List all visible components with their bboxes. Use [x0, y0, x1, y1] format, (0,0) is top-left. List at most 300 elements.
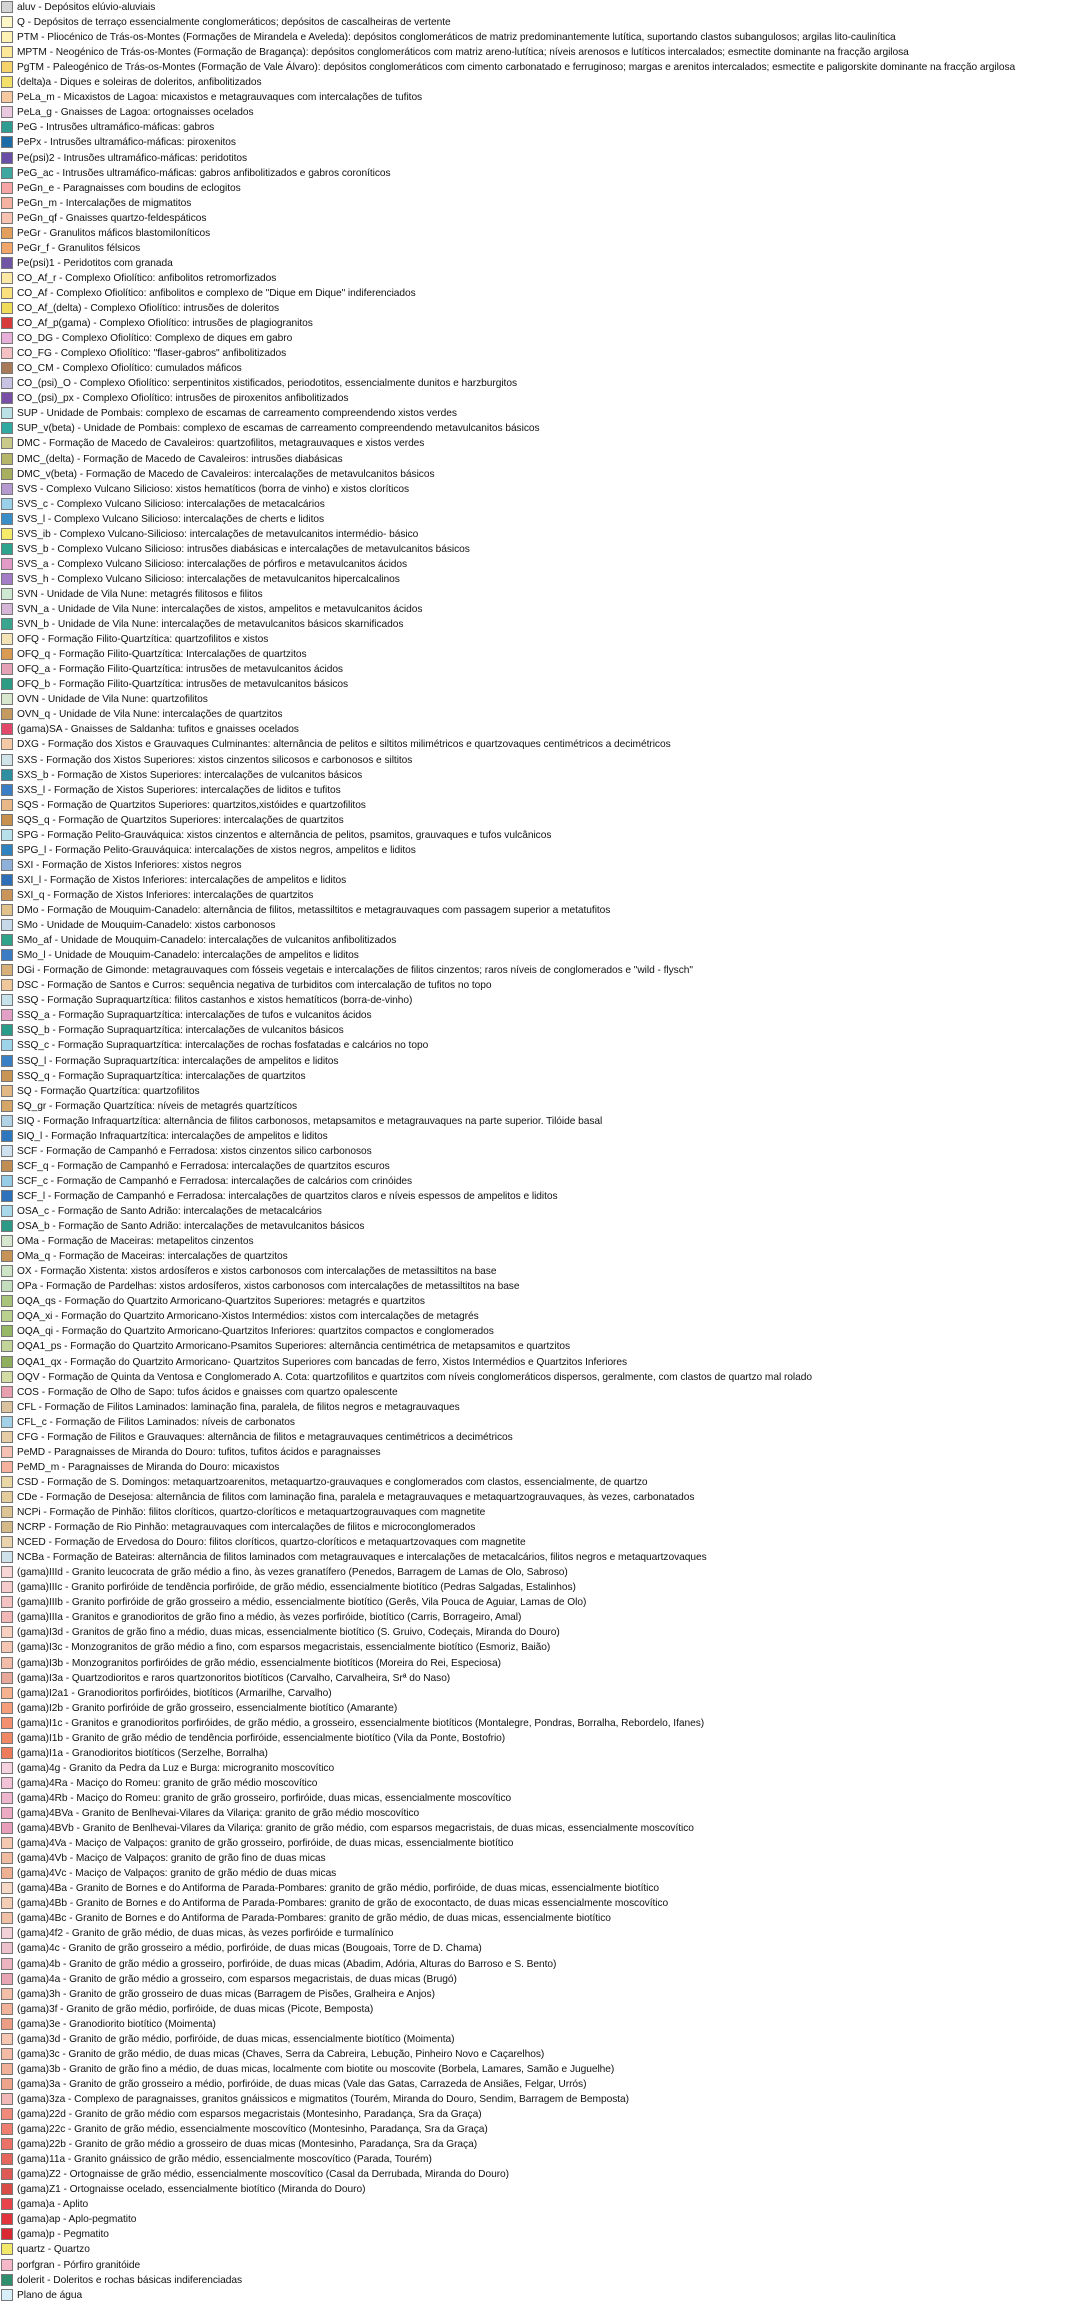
legend-label: (gama)I1a - Granodioritos biotíticos (Serzelhe, Borralha)	[17, 1747, 268, 1759]
legend-swatch	[1, 136, 13, 148]
legend-swatch	[1, 453, 13, 465]
legend-item	[0, 1189, 1085, 1204]
legend-label: CFL - Formação de Filitos Laminados: laminação fina, paralela, de filitos negros e metagrauvaques	[17, 1401, 460, 1413]
legend-swatch	[1, 1431, 13, 1443]
legend-swatch	[1, 167, 13, 179]
legend-item	[0, 512, 1085, 527]
legend-swatch	[1, 287, 13, 299]
legend-label: (gama)IIIb - Granito porfiróide de grão grosseiro a médio, essencialmente biotítico (Gerês, Vila Pouca de Aguiar, Lamas de Olo)	[17, 1597, 587, 1609]
legend-label: (gama)4Rb - Maciço do Romeu: granito de grão grosseiro, porfiróide, duas micas, essencialmente moscovítico	[17, 1792, 512, 1804]
legend-item	[0, 166, 1085, 181]
legend-swatch	[1, 663, 13, 675]
legend-label: (gama)11a - Granito gnáissico de grão médio, essencialmente moscovítico (Parada, Tourém)	[17, 2154, 432, 2166]
legend-swatch	[1, 347, 13, 359]
legend-swatch	[1, 603, 13, 615]
legend-swatch	[1, 1988, 13, 2000]
legend-label: (gama)I3a - Quartzodioritos e raros quartzonoritos biotíticos (Carvalho, Carvalheira, Srª do Naso)	[17, 1672, 451, 1684]
legend-item	[0, 2032, 1085, 2047]
legend-label: NCPi - Formação de Pinhão: filitos cloríticos, quartzo-cloríticos e metaquartzograuvaques com magnetite	[17, 1507, 486, 1518]
legend-label: porfgran - Pórfiro granitóide	[17, 2259, 141, 2271]
legend-item	[0, 1535, 1085, 1550]
legend-item	[0, 918, 1085, 933]
legend-label: PeGn_m - Intercalações de migmatitos	[17, 197, 192, 209]
legend-label: (delta)a - Diques e soleiras de doleritos, anfibolitizados	[17, 77, 262, 89]
legend-label: SVN - Unidade de Vila Nune: metagrés filitosos e filitos	[17, 588, 263, 600]
legend-label: SXI_l - Formação de Xistos Inferiores: intercalações de ampelitos e liditos	[17, 874, 347, 886]
legend-swatch	[1, 437, 13, 449]
legend-label: PeG_ac - Intrusões ultramáfico-máficas: gabros anfibolitizados e gabros coroníticos	[17, 167, 391, 179]
legend-swatch	[1, 272, 13, 284]
legend-swatch	[1, 1055, 13, 1067]
legend-item	[0, 753, 1085, 768]
legend-label: CO_Af - Complexo Ofiolítico: anfibolitos e complexo de "Dique em Dique" indiferenciados	[17, 287, 416, 299]
legend-label: OVN_q - Unidade de Vila Nune: intercalações de quartzitos	[17, 709, 283, 721]
legend-item	[0, 1806, 1085, 1821]
legend-item	[0, 2197, 1085, 2212]
legend-label: (gama)4a - Granito de grão médio a grosseiro, com esparsos megacristais, de duas micas (Brugó)	[17, 1973, 457, 1985]
legend-item	[0, 858, 1085, 873]
legend-item	[0, 1686, 1085, 1701]
legend-swatch	[1, 1250, 13, 1262]
legend-label: aluv - Depósitos elúvio-aluviais	[17, 2, 156, 13]
legend-label: SVS - Complexo Vulcano Silicioso: xistos hematíticos (borra de vinho) e xistos cloríticos	[17, 483, 410, 495]
legend-label: SXS_b - Formação de Xistos Superiores: intercalações de vulcanitos básicos	[17, 769, 363, 781]
legend-label: OQV - Formação de Quinta da Ventosa e Conglomerado A. Cota: quartzofilitos e quartzitos com níveis conglomeráticos dispersos, geralmente, com clastos de quartzo mal rolado	[17, 1371, 812, 1383]
legend-item	[0, 1972, 1085, 1987]
legend-swatch	[1, 2048, 13, 2060]
legend-label: (gama)4BVb - Granito de Benlhevai-Vilares da Vilariça: granito de grão médio, com esparsos megacristais, de duas micas, essencialmente moscovítico	[17, 1823, 694, 1835]
legend-label: SSQ_b - Formação Supraquartzítica: intercalações de vulcanitos básicos	[17, 1025, 344, 1037]
legend-item	[0, 1866, 1085, 1881]
legend-label: SSQ_c - Formação Supraquartzítica: intercalações de rochas fosfatadas e calcários no topo	[17, 1040, 429, 1052]
legend-swatch	[1, 407, 13, 419]
legend-item	[0, 181, 1085, 196]
legend-swatch	[1, 1100, 13, 1112]
legend-label: SQS_q - Formação de Quartzitos Superiores: intercalações de quartzitos	[17, 814, 344, 826]
legend-item	[0, 1716, 1085, 1731]
legend-swatch	[1, 1942, 13, 1954]
legend-item	[0, 1309, 1085, 1324]
legend-label: (gama)4c - Granito de grão grosseiro a médio, porfiróide, de duas micas (Bougoais, Torre de D. Chama)	[17, 1943, 482, 1955]
legend-label: OQA1_qx - Formação do Quartzito Armoricano- Quartzitos Superiores com bancadas de ferro, Xistos Intermédios e Quartzitos Inferiores	[17, 1356, 628, 1368]
legend-label: OFQ_q - Formação Filito-Quartzítica: Intercalações de quartzitos	[17, 649, 307, 661]
legend-label: SVS_l - Complexo Vulcano Silicioso: intercalações de cherts e liditos	[17, 513, 325, 525]
legend-swatch	[1, 1325, 13, 1337]
legend-item	[0, 316, 1085, 331]
legend-label: (gama)22d - Granito de grão médio com esparsos megacristais (Montesinho, Paradança, Sra da Graça)	[17, 2109, 482, 2120]
legend-item	[0, 286, 1085, 301]
legend-label: PgTM - Paleogénico de Trás-os-Montes (Formação de Vale Álvaro): depósitos conglomeráticos com cimento carbonatado e ferruginoso; margas e arenitos intercalados; esmectite e paligorskite dominante na fracção argilosa	[17, 62, 1016, 74]
legend-swatch	[1, 1837, 13, 1849]
legend-item	[0, 2227, 1085, 2242]
legend-label: CFL_c - Formação de Filitos Laminados: níveis de carbonatos	[17, 1416, 295, 1428]
legend-item	[0, 662, 1085, 677]
legend-swatch	[1, 769, 13, 781]
legend-swatch	[1, 949, 13, 961]
legend-label: OFQ_b - Formação Filito-Quartzítica: intrusões de metavulcanitos básicos	[17, 679, 349, 691]
legend-swatch	[1, 468, 13, 480]
legend-item	[0, 1911, 1085, 1926]
legend-swatch	[1, 1085, 13, 1097]
legend-label: (gama)a - Aplito	[17, 2199, 89, 2211]
legend-item	[0, 933, 1085, 948]
legend-item	[0, 1324, 1085, 1339]
legend-item	[0, 135, 1085, 150]
legend-swatch	[1, 1235, 13, 1247]
legend-label: SCF_c - Formação de Campanhó e Ferradosa: intercalações de calcários com crinóides	[17, 1175, 413, 1187]
legend-swatch	[1, 1762, 13, 1774]
legend-swatch	[1, 1220, 13, 1232]
legend-item	[0, 707, 1085, 722]
legend-swatch	[1, 1039, 13, 1051]
legend-item	[0, 2152, 1085, 2167]
legend-item	[0, 1791, 1085, 1806]
legend-label: DMC_(delta) - Formação de Macedo de Cavaleiros: intrusões diabásicas	[17, 453, 343, 465]
legend-item	[0, 1640, 1085, 1655]
legend-swatch	[1, 1356, 13, 1368]
legend-item	[0, 105, 1085, 120]
legend-label: OQA_qi - Formação do Quartzito Armoricano-Quartzitos Inferiores: quartzitos compactos e conglomerados	[17, 1326, 494, 1338]
legend-swatch	[1, 754, 13, 766]
legend-item	[0, 1174, 1085, 1189]
legend-label: SIQ - Formação Infraquartzítica: alternância de filitos carbonosos, metapsamitos e metagrauvaques na parte superior. Tilóide basal	[17, 1115, 603, 1127]
legend-item	[0, 15, 1085, 30]
legend-swatch	[1, 2108, 13, 2120]
legend-label: SUP - Unidade de Pombais: complexo de escamas de carreamento compreendendo xistos verdes	[17, 408, 457, 420]
legend-label: (gama)4Vc - Maciço de Valpaços: granito de grão médio de duas micas	[17, 1868, 337, 1880]
legend-label: (gama)4Va - Maciço de Valpaços: granito de grão grosseiro, porfiróide, de duas micas, essencialmente biotítico	[17, 1838, 514, 1850]
legend-label: (gama)3h - Granito de grão grosseiro de duas micas (Barragem de Pisões, Gralheira e Anjos)	[17, 1988, 435, 2000]
legend-swatch	[1, 392, 13, 404]
legend-swatch	[1, 573, 13, 585]
legend-label: CO_FG - Complexo Ofiolítico: "flaser-gabros" anfibolitizados	[17, 348, 287, 360]
legend-item	[0, 722, 1085, 737]
legend-item	[0, 1008, 1085, 1023]
legend-item	[0, 45, 1085, 60]
legend-item	[0, 1836, 1085, 1851]
legend-label: (gama)4Ba - Granito de Bornes e do Antiforma de Parada-Pombares: granito de grão médio, porfiróide, de duas micas, essencialmente biotítico	[17, 1883, 660, 1895]
legend-swatch	[1, 588, 13, 600]
legend-swatch	[1, 558, 13, 570]
legend-label: (gama)I3c - Monzogranitos de grão médio a fino, com esparsos megacristais, essencialmente biotítico (Esmoriz, Baião)	[17, 1642, 551, 1654]
legend-swatch	[1, 242, 13, 254]
legend-item	[0, 2122, 1085, 2137]
legend-swatch	[1, 1581, 13, 1593]
legend-item	[0, 1234, 1085, 1249]
legend-item	[0, 1941, 1085, 1956]
legend-swatch	[1, 784, 13, 796]
legend-label: OX - Formação Xistenta: xistos ardosíferos e xistos carbonosos com intercalações de metassiltitos na base	[17, 1266, 497, 1278]
legend-swatch	[1, 197, 13, 209]
legend-item	[0, 978, 1085, 993]
legend-swatch	[1, 2228, 13, 2240]
legend-swatch	[1, 2213, 13, 2225]
legend-item	[0, 527, 1085, 542]
legend-swatch	[1, 964, 13, 976]
legend-swatch	[1, 91, 13, 103]
legend-swatch	[1, 1807, 13, 1819]
legend-label: CO_(psi)_O - Complexo Ofiolítico: serpentinitos xistificados, periodotitos, essencialmente dunitos e harzburgitos	[17, 378, 517, 390]
legend-label: OMa - Formação de Maceiras: metapelitos cinzentos	[17, 1236, 254, 1248]
legend-swatch	[1, 1190, 13, 1202]
legend-label: SPG - Formação Pelito-Grauváquica: xistos cinzentos e alternância de pelitos, psamitos, grauvaques e tufos vulcânicos	[17, 829, 552, 841]
legend-item	[0, 1279, 1085, 1294]
legend-item	[0, 2002, 1085, 2017]
legend-swatch	[1, 61, 13, 73]
legend-swatch	[1, 1822, 13, 1834]
legend-swatch	[1, 904, 13, 916]
legend-label: (gama)IIIc - Granito porfiróide de tendência porfiróide, de grão médio, essencialmente biotítico (Pedras Salgadas, Estalinhos)	[17, 1582, 576, 1594]
legend-swatch	[1, 1702, 13, 1714]
legend-item	[0, 436, 1085, 451]
legend-label: (gama)p - Pegmatito	[17, 2229, 109, 2241]
legend-label: PeG - Intrusões ultramáfico-máficas: gabros	[17, 122, 215, 134]
legend-swatch	[1, 1792, 13, 1804]
legend-label: (gama)3e - Granodiorito biotítico (Moimenta)	[17, 2018, 216, 2030]
legend-swatch	[1, 708, 13, 720]
legend-item	[0, 331, 1085, 346]
legend-item	[0, 2137, 1085, 2152]
legend-item	[0, 602, 1085, 617]
legend-item	[0, 1520, 1085, 1535]
legend-item	[0, 1400, 1085, 1415]
legend-swatch	[1, 1927, 13, 1939]
legend-item	[0, 1701, 1085, 1716]
legend-swatch	[1, 1, 13, 13]
legend-item	[0, 1656, 1085, 1671]
legend-item	[0, 1957, 1085, 1972]
legend-item	[0, 1023, 1085, 1038]
legend-item	[0, 2258, 1085, 2273]
legend-item	[0, 2242, 1085, 2257]
legend-item	[0, 542, 1085, 557]
legend-label: (gama)22b - Granito de grão médio a grosseiro de duas micas (Montesinho, Paradança, Sra da Graça)	[17, 2139, 478, 2151]
legend-swatch	[1, 693, 13, 705]
legend-label: CSD - Formação de S. Domingos: metaquartzoarenitos, metaquartzo-grauvaques e conglomerados com clastos, essencialmente, de quartzo	[17, 1476, 648, 1488]
legend-swatch	[1, 934, 13, 946]
legend-item	[0, 572, 1085, 587]
legend-item	[0, 1038, 1085, 1053]
legend-label: COS - Formação de Olho de Sapo: tufos ácidos e gnaisses com quartzo opalescente	[17, 1386, 398, 1398]
legend-swatch	[1, 1566, 13, 1578]
legend-label: (gama)4g - Granito da Pedra da Luz e Burga: microgranito moscovítico	[17, 1762, 335, 1774]
legend-item	[0, 1445, 1085, 1460]
legend-label: PeMD_m - Paragnaisses de Miranda do Douro: micaxistos	[17, 1461, 280, 1473]
legend-item	[0, 301, 1085, 316]
legend-label: (gama)I2b - Granito porfiróide de grão grosseiro, essencialmente biotítico (Amarante)	[17, 1702, 398, 1714]
legend-swatch	[1, 844, 13, 856]
legend-item	[0, 557, 1085, 572]
legend-label: DMC_v(beta) - Formação de Macedo de Cavaleiros: intercalações de metavulcanitos básicos	[17, 468, 435, 480]
legend-label: CDe - Formação de Desejosa: alternância de filitos com laminação fina, paralela e metagrauvaques e metaquartzograuvaques, às vezes, carbonatados	[17, 1491, 695, 1503]
legend-swatch	[1, 513, 13, 525]
legend-label: (gama)IIIa - Granitos e granodioritos de grão fino a médio, às vezes porfiróide, biotítico (Carris, Borrageiro, Amal)	[17, 1612, 522, 1624]
legend-swatch	[1, 1280, 13, 1292]
legend-swatch	[1, 1295, 13, 1307]
legend-item	[0, 1069, 1085, 1084]
legend-label: OQA_qs - Formação do Quartzito Armoricano-Quartzitos Superiores: metagrés e quartzitos	[17, 1296, 425, 1308]
legend-item	[0, 1550, 1085, 1565]
legend-swatch	[1, 1310, 13, 1322]
legend-item	[0, 30, 1085, 45]
legend-swatch	[1, 723, 13, 735]
legend-label: Pe(psi)2 - Intrusões ultramáfico-máficas: peridotitos	[17, 152, 248, 164]
legend-label: SMo_af - Unidade de Mouquim-Canadelo: intercalações de vulcanitos anfibolitizados	[17, 935, 397, 947]
legend-swatch	[1, 227, 13, 239]
legend-label: SCF_q - Formação de Campanhó e Ferradosa: intercalações de quartzitos escuros	[17, 1160, 390, 1172]
legend-item	[0, 1731, 1085, 1746]
legend-swatch	[1, 2198, 13, 2210]
legend-label: SMo - Unidade de Mouquim-Canadelo: xistos carbonosos	[17, 920, 276, 932]
legend-item	[0, 467, 1085, 482]
legend-label: SXS - Formação dos Xistos Superiores: xistos cinzentos silicosos e carbonosos e siltitos	[17, 754, 413, 766]
legend-swatch	[1, 543, 13, 555]
legend-label: MPTM - Neogénico de Trás-os-Montes (Formação de Bragança): depósitos conglomeráticos com matriz areno-lutítica; níveis arenosos e lutíticos intercalados; esmectite dominante na fracção argilosa	[17, 47, 909, 59]
legend-label: SSQ_l - Formação Supraquartzítica: intercalações de ampelitos e liditos	[17, 1055, 339, 1067]
legend-swatch	[1, 1386, 13, 1398]
legend-label: NCED - Formação de Ervedosa do Douro: filitos cloríticos, quartzo-cloríticos e metaquartzovaques com magnetite	[17, 1537, 526, 1549]
legend-swatch	[1, 1912, 13, 1924]
legend-item	[0, 1565, 1085, 1580]
legend-swatch	[1, 2063, 13, 2075]
legend-label: (gama)4Bb - Granito de Bornes e do Antiforma de Parada-Pombares: granito de grão de exocontacto, de duas micas essencialmente moscovítico	[17, 1898, 669, 1910]
legend-item	[0, 211, 1085, 226]
legend-swatch	[1, 76, 13, 88]
legend-swatch	[1, 302, 13, 314]
legend-label: DSC - Formação de Santos e Curros: sequência negativa de turbiditos com intercalação de tufitos no topo	[17, 980, 492, 992]
legend-swatch	[1, 2243, 13, 2255]
legend-item	[0, 1595, 1085, 1610]
legend-swatch	[1, 2138, 13, 2150]
legend-label: CO_Af_r - Complexo Ofiolítico: anfibolitos retromorfizados	[17, 272, 277, 284]
legend-swatch	[1, 1070, 13, 1082]
legend-item	[0, 1761, 1085, 1776]
legend-label: OQA_xi - Formação do Quartzito Armoricano-Xistos Intermédios: xistos com intercalações de metagrés	[17, 1311, 479, 1323]
legend-item	[0, 1054, 1085, 1069]
legend-label: PeGr_f - Granulitos félsicos	[17, 242, 141, 254]
legend-label: (gama)3f - Granito de grão médio, porfiróide, de duas micas (Picote, Bemposta)	[17, 2003, 374, 2015]
legend-swatch	[1, 618, 13, 630]
legend-item	[0, 1926, 1085, 1941]
legend-swatch	[1, 2033, 13, 2045]
legend-swatch	[1, 1491, 13, 1503]
legend-swatch	[1, 1611, 13, 1623]
legend-swatch	[1, 889, 13, 901]
legend-item	[0, 1355, 1085, 1370]
legend-item	[0, 843, 1085, 858]
legend-swatch	[1, 1551, 13, 1563]
legend-swatch	[1, 212, 13, 224]
legend-label: SMo_l - Unidade de Mouquim-Canadelo: intercalações de ampelitos e liditos	[17, 950, 359, 962]
legend-swatch	[1, 1446, 13, 1458]
legend-swatch	[1, 1867, 13, 1879]
legend-item	[0, 2107, 1085, 2122]
legend-swatch	[1, 1626, 13, 1638]
legend-label: SCF - Formação de Campanhó e Ferradosa: xistos cinzentos silico carbonosos	[17, 1145, 372, 1157]
legend-label: SVS_b - Complexo Vulcano Silicioso: intrusões diabásicas e intercalações de metavulcanitos básicos	[17, 543, 470, 555]
legend-label: (gama)I1b - Granito de grão médio de tendência porfiróide, essencialmente biotítico (Vila da Ponte, Bostofrio)	[17, 1732, 506, 1744]
legend-swatch	[1, 829, 13, 841]
legend-swatch	[1, 2093, 13, 2105]
legend-item	[0, 346, 1085, 361]
legend-label: (gama)4Ra - Maciço do Romeu: granito de grão médio moscovítico	[17, 1777, 318, 1789]
legend-swatch	[1, 1506, 13, 1518]
legend-label: (gama)3d - Granito de grão médio, porfiróide, de duas micas, essencialmente biotítico (Moimenta)	[17, 2033, 455, 2045]
legend-swatch	[1, 1265, 13, 1277]
legend-swatch	[1, 1521, 13, 1533]
legend-swatch	[1, 1687, 13, 1699]
legend-item	[0, 1219, 1085, 1234]
legend-item	[0, 226, 1085, 241]
legend-item	[0, 271, 1085, 286]
legend-label: (gama)I3d - Granitos de grão fino a médio, duas micas, essencialmente biotítico (S. Gruivo, Codeçais, Miranda do Douro)	[17, 1627, 560, 1639]
legend-swatch	[1, 1476, 13, 1488]
legend-swatch	[1, 362, 13, 374]
legend-swatch	[1, 377, 13, 389]
legend-item	[0, 587, 1085, 602]
legend-swatch	[1, 1461, 13, 1473]
legend-swatch	[1, 152, 13, 164]
legend-label: PeGn_qf - Gnaisses quartzo-feldespáticos	[17, 212, 207, 224]
legend-swatch	[1, 1882, 13, 1894]
legend-swatch	[1, 1115, 13, 1127]
legend-label: SVS_h - Complexo Vulcano Silicioso: intercalações de metavulcanitos hipercalcalinos	[17, 573, 400, 585]
legend-item	[0, 1505, 1085, 1520]
legend-item	[0, 151, 1085, 166]
legend-swatch	[1, 1852, 13, 1864]
legend-swatch	[1, 678, 13, 690]
legend-item	[0, 2062, 1085, 2077]
legend-swatch	[1, 16, 13, 28]
legend-label: DGi - Formação de Gimonde: metagrauvaques com fósseis vegetais e intercalações de filitos cinzentos; raros níveis de conglomerados e "wild - flysch"	[17, 965, 693, 977]
legend-swatch	[1, 1009, 13, 1021]
legend-label: CO_Af_(delta) - Complexo Ofiolítico: intrusões de doleritos	[17, 303, 280, 314]
legend-label: OVN - Unidade de Vila Nune: quartzofilitos	[17, 694, 208, 706]
legend-item	[0, 903, 1085, 918]
legend-item	[0, 2288, 1085, 2303]
legend-item	[0, 2212, 1085, 2227]
legend-item	[0, 1987, 1085, 2002]
legend-item	[0, 1430, 1085, 1445]
legend-label: (gama)4Bc - Granito de Bornes e do Antiforma de Parada-Pombares: granito de grão médio, de duas micas, essencialmente biotítico	[17, 1913, 611, 1925]
legend-item	[0, 1896, 1085, 1911]
legend-label: Plano de água	[17, 2289, 83, 2301]
legend-label: SQS - Formação de Quartzitos Superiores: quartzitos,xistóides e quartzofilitos	[17, 799, 366, 811]
legend-item	[0, 361, 1085, 376]
legend-item	[0, 1370, 1085, 1385]
legend-label: PeGr - Granulitos máficos blastomiloníticos	[17, 227, 211, 239]
legend-item	[0, 1339, 1085, 1354]
legend-item	[0, 2182, 1085, 2197]
legend-swatch	[1, 1160, 13, 1172]
legend-label: CFG - Formação de Filitos e Grauvaques: alternância de filitos e metagrauvaques centimétricos a decimétricos	[17, 1431, 513, 1443]
legend-swatch	[1, 633, 13, 645]
legend-label: (gama)ap - Aplo-pegmatito	[17, 2214, 137, 2226]
legend-item	[0, 2092, 1085, 2107]
legend-swatch	[1, 332, 13, 344]
legend-label: (gama)I2a1 - Granodioritos porfiróides, biotíticos (Armarilhe, Carvalho)	[17, 1687, 332, 1699]
legend-label: DXG - Formação dos Xistos e Grauvaques Culminantes: alternância de pelitos e siltitos milimétricos e quartzovaques centimétricos a decimétricos	[17, 739, 671, 751]
legend-item	[0, 948, 1085, 963]
legend-label: SVS_ib - Complexo Vulcano-Silicioso: intercalações de metavulcanitos intermédio- básico	[17, 528, 419, 540]
legend-label: (gama)SA - Gnaisses de Saldanha: tufitos e gnaisses ocelados	[17, 724, 299, 736]
legend-label: SPG_l - Formação Pelito-Grauváquica: intercalações de xistos negros, ampelitos e liditos	[17, 844, 416, 856]
legend-label: SXI_q - Formação de Xistos Inferiores: intercalações de quartzitos	[17, 889, 314, 901]
legend-swatch	[1, 2003, 13, 2015]
legend-swatch	[1, 1401, 13, 1413]
legend-label: OQA1_ps - Formação do Quartzito Armoricano-Psamitos Superiores: alternância centimétrica de metapsamitos e quartzitos	[17, 1341, 571, 1353]
legend-label: NCRP - Formação de Rio Pinhão: metagrauvaques com intercalações de filitos e microconglomerados	[17, 1522, 476, 1534]
